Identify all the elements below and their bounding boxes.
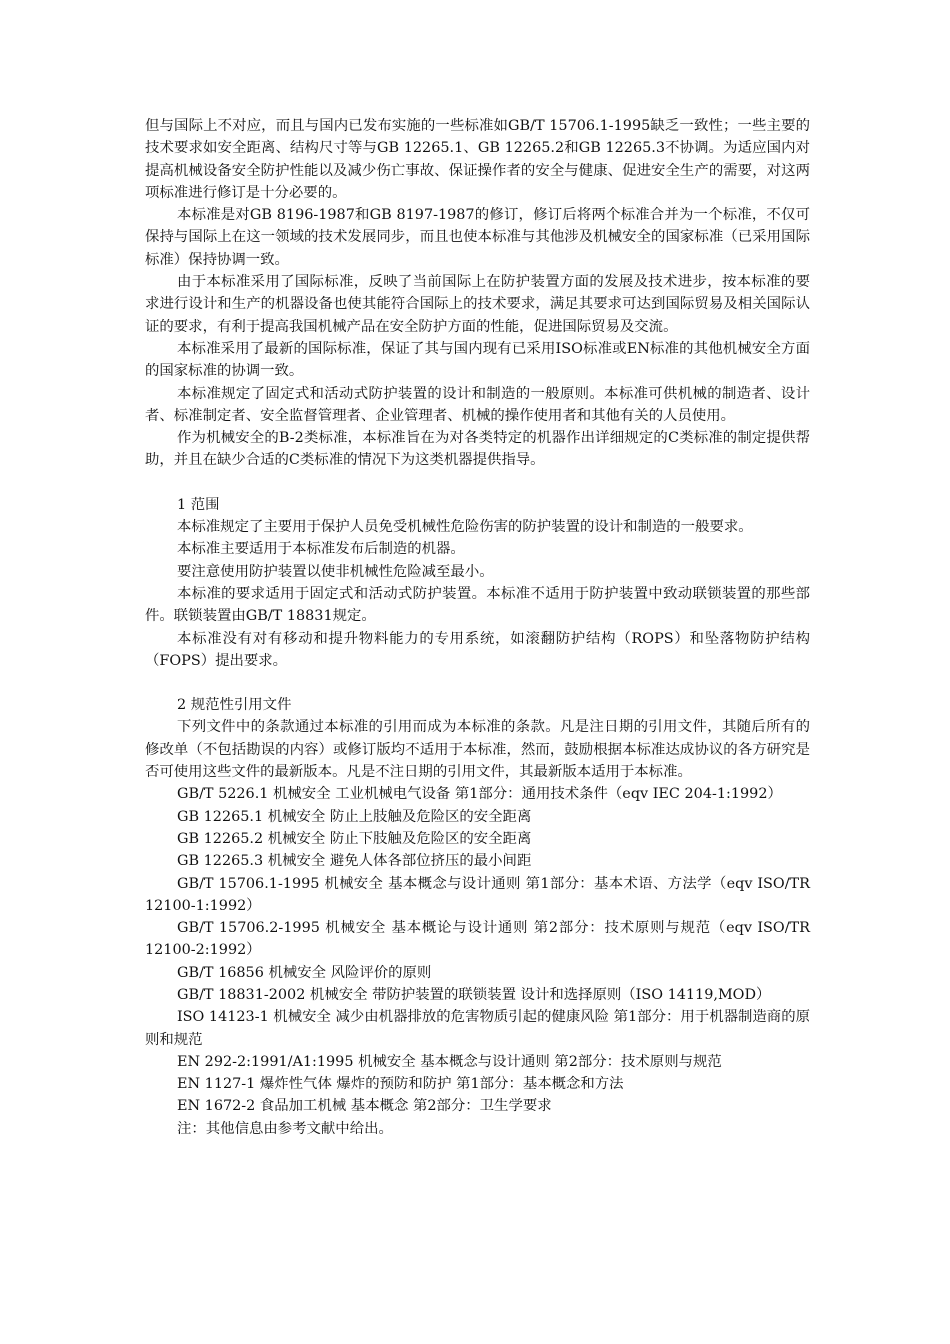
- reference-item: GB 12265.1 机械安全 防止上肢触及危险区的安全距离: [177, 808, 532, 825]
- intro-paragraph-principles: 本标准规定了固定式和活动式防护装置的设计和制造的一般原则。本标准可供机械的制造者、设计者、标准制定者、安全监督管理者、企业管理者、机械的操作使用者和其他有关的人员使用。: [145, 385, 810, 424]
- intro-paragraph-revision: 本标准是对GB 8196-1987和GB 8197-1987的修订，修订后将两个标准合并为一个标准，不仅可保持与国际上在这一领域的技术发展同步，而且也使本标准与其他涉及机械安全的国家标准（已采用国际标准）保持协调一致。: [145, 207, 810, 268]
- reference-item: GB/T 15706.1-1995 机械安全 基本概念与设计通则 第1部分：基本术语、方法学（eqv ISO/TR 12100-1:1992）: [145, 875, 810, 914]
- references-note: 注：其他信息由参考文献中给出。: [177, 1120, 393, 1137]
- reference-item: EN 292-2:1991/A1:1995 机械安全 基本概念与设计通则 第2部分：技术原则与规范: [177, 1053, 722, 1070]
- scope-paragraph: 本标准主要适用于本标准发布后制造的机器。: [177, 541, 465, 558]
- intro-paragraph-latest-standards: 本标准采用了最新的国际标准，保证了其与国内现有已采用ISO标准或EN标准的其他机械安全方面的国家标准的协调一致。: [145, 340, 810, 380]
- reference-item: ISO 14123-1 机械安全 减少由机器排放的危害物质引起的健康风险 第1部分：用于机器制造商的原则和规范: [145, 1009, 810, 1048]
- scope-paragraph: 本标准规定了主要用于保护人员免受机械性危险伤害的防护装置的设计和制造的一般要求。: [177, 519, 753, 536]
- references-intro-paragraph: 下列文件中的条款通过本标准的引用而成为本标准的条款。凡是注日期的引用文件，其随后所有的修改单（不包括勘误的内容）或修订版均不适用于本标准，然而，鼓励根据本标准达成协议的各方研究是否可使用这些文件的最新版本。凡是不注日期的引用文件，其最新版本适用于本标准。: [145, 719, 810, 781]
- section-spacer: [145, 472, 810, 494]
- section-1-heading: 1 范围: [177, 496, 220, 513]
- intro-paragraph-b2-standard: 作为机械安全的B-2类标准，本标准旨在为对各类特定的机器作出详细规定的C类标准的制定提供帮助，并且在缺少合适的C类标准的情况下为这类机器提供指导。: [145, 430, 810, 469]
- reference-item: GB 12265.3 机械安全 避免人体各部位挤压的最小间距: [177, 853, 532, 870]
- reference-item: GB/T 5226.1 机械安全 工业机械电气设备 第1部分：通用技术条件（eqv IEC 204-1:1992）: [177, 786, 782, 803]
- scope-paragraph: 本标准的要求适用于固定式和活动式防护装置。本标准不适用于防护装置中致动联锁装置的那些部件。联锁装置由GB/T 18831规定。: [145, 585, 810, 625]
- document-page: [145, 115, 810, 1140]
- reference-item: GB/T 18831-2002 机械安全 带防护装置的联锁装置 设计和选择原则（ISO 14119,MOD）: [177, 986, 771, 1003]
- reference-item: EN 1672-2 食品加工机械 基本概念 第2部分：卫生学要求: [177, 1098, 552, 1115]
- reference-item: GB/T 16856 机械安全 风险评价的原则: [177, 964, 432, 981]
- section-spacer: [145, 672, 810, 694]
- scope-paragraph: 要注意使用防护装置以使非机械性危险减至最小。: [177, 563, 494, 580]
- section-2-heading: 2 规范性引用文件: [177, 697, 292, 714]
- reference-item: GB/T 15706.2-1995 机械安全 基本概论与设计通则 第2部分：技术原则与规范（eqv ISO/TR 12100-2:1992）: [145, 920, 810, 959]
- intro-paragraph-international: 由于本标准采用了国际标准，反映了当前国际上在防护装置方面的发展及技术进步，按本标准的要求进行设计和生产的机器设备也使其能符合国际上的技术要求，满足其要求可达到国际贸易及相关国际认证的要求，有利于提高我国机械产品在安全防护方面的性能，促进国际贸易及交流。: [145, 274, 810, 335]
- scope-paragraph: 本标准没有对有移动和提升物料能力的专用系统，如滚翻防护结构（ROPS）和坠落物防护结构（FOPS）提出要求。: [145, 630, 810, 669]
- reference-item: EN 1127-1 爆炸性气体 爆炸的预防和防护 第1部分：基本概念和方法: [177, 1076, 624, 1093]
- reference-item: GB 12265.2 机械安全 防止下肢触及危险区的安全距离: [177, 830, 532, 847]
- intro-paragraph-continued: 但与国际上不对应，而且与国内已发布实施的一些标准如GB/T 15706.1-1995缺乏一致性；一些主要的技术要求如安全距离、结构尺寸等与GB 12265.1、GB 12265.2和GB 12265.3不协调。为适应国内对提高机械设备安全防护性能以及减少伤亡事故、保证操作者的安全与健康、促进安全生产的需要，对这两项标准进行修订是十分必要的。: [145, 118, 810, 201]
